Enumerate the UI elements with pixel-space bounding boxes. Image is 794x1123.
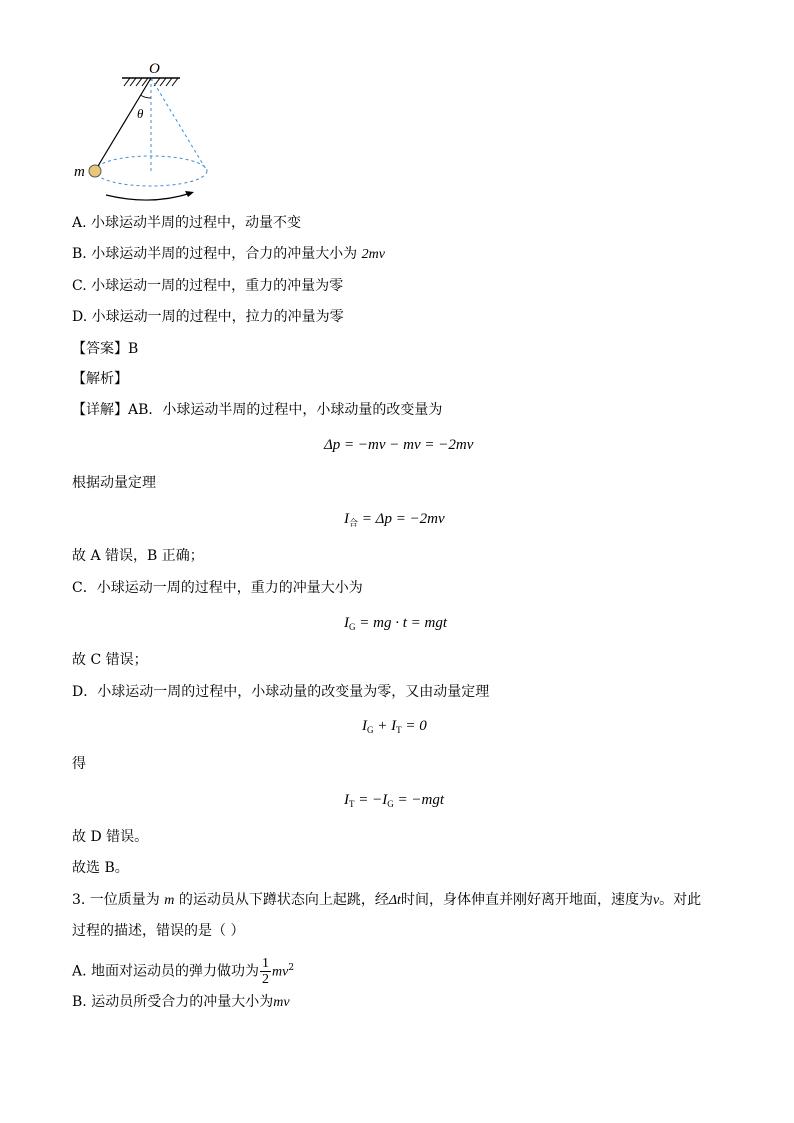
option-d: D. 小球运动一周的过程中，拉力的冲量为零 — [72, 309, 344, 325]
option-b-text: B. 小球运动半周的过程中，合力的冲量大小为 — [72, 246, 358, 262]
q3-option-a: A. 地面对运动员的弹力做功为 $\frac{1}{2}$ $mv^2$ — [72, 956, 295, 988]
label-o: O — [149, 61, 160, 77]
conclusion-c: 故 C 错误； — [72, 652, 148, 668]
conclusion-ab: 故 A 错误，B 正确； — [72, 548, 204, 564]
answer-label: 【答案】B — [72, 341, 139, 357]
cone-right-edge — [151, 78, 207, 171]
q3-option-b: B. 运动员所受合力的冲量大小为mv — [72, 994, 290, 1010]
equation-momentum-change: Δp = −mv − mv = −2mv — [324, 437, 474, 453]
detail-c: C．小球运动一周的过程中，重力的冲量大小为 — [72, 580, 363, 596]
detail-ab: 【详解】AB．小球运动半周的过程中，小球动量的改变量为 — [72, 402, 443, 418]
motion-arrow — [106, 193, 191, 200]
option-b — [72, 245, 385, 264]
option-b-math: 2mv — [361, 247, 385, 262]
choose-answer: 故选 B。 — [72, 860, 129, 876]
equation-impulse-sum: $I_G + I_T = 0$ — [362, 718, 427, 735]
q3-stem-line1: 3. 一位质量为 m 的运动员从下蹲状态向上起跳，经Δt时间，身体伸直并刚好离开地面，速度为v。对此 — [72, 892, 702, 908]
de-text: 得 — [72, 756, 86, 772]
theorem-text: 根据动量定理 — [72, 475, 156, 491]
equation-gravity-impulse: $I_G$ = mg · t = mgt — [344, 615, 447, 632]
conclusion-d: 故 D 错误。 — [72, 829, 149, 845]
ball — [89, 165, 101, 177]
pendulum-string — [95, 78, 151, 171]
label-m: m — [74, 164, 85, 180]
conical-pendulum-diagram — [66, 58, 226, 208]
label-theta: θ — [137, 106, 144, 121]
q3-stem-line2: 过程的描述，错误的是（ ） — [72, 923, 245, 939]
analysis-title: 【解析】 — [72, 371, 128, 387]
equation-impulse-net: $I_合 = \Delta p = -2mv$ — [344, 511, 445, 528]
fraction-one-half: $\frac{1}{2}$ — [262, 956, 270, 988]
detail-d: D．小球运动一周的过程中，小球动量的改变量为零，又由动量定理 — [72, 684, 490, 700]
option-a: A. 小球运动半周的过程中，动量不变 — [72, 215, 302, 231]
option-c: C. 小球运动一周的过程中，重力的冲量为零 — [72, 278, 344, 294]
equation-tension-impulse: $I_T = -I_G = -mgt$ — [344, 792, 444, 809]
theta-arc — [141, 95, 152, 98]
conical-pendulum-figure — [66, 58, 226, 212]
